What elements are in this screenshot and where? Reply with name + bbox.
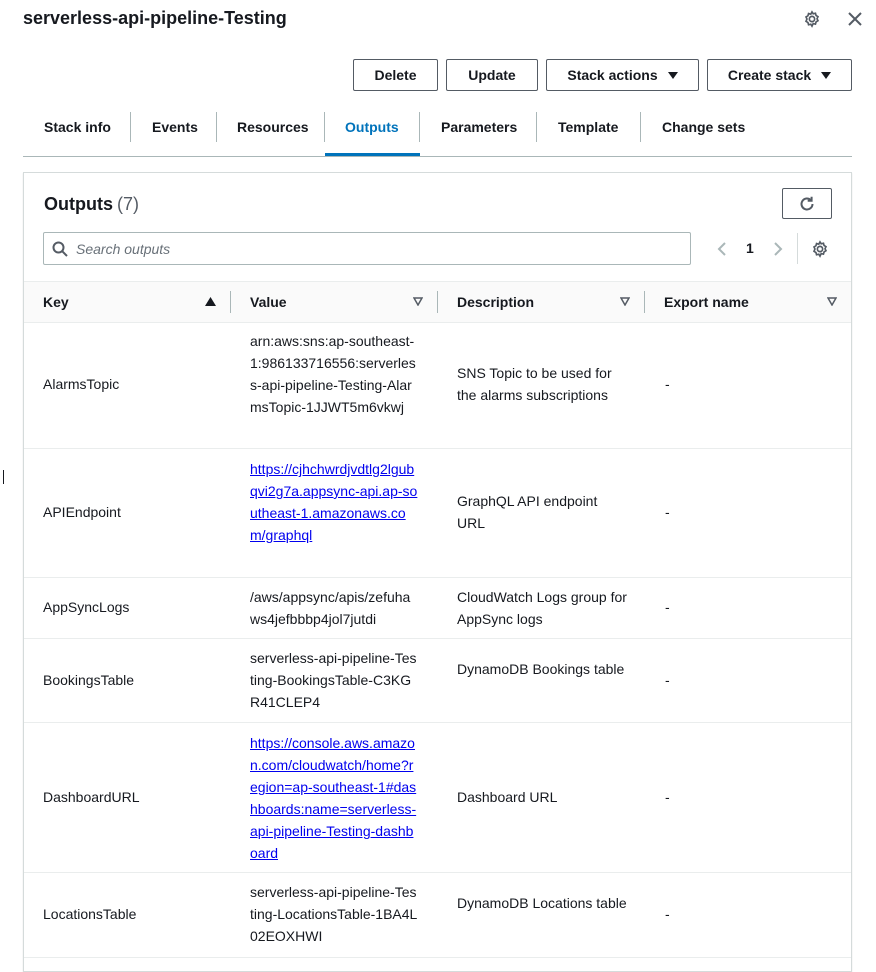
tab-divider [640, 112, 641, 142]
refresh-button[interactable] [782, 188, 832, 219]
column-divider [644, 291, 645, 313]
stack-actions-label: Stack actions [567, 67, 658, 83]
table-row [24, 639, 851, 723]
row-description: SNS Topic to be used for the alarms subscriptions [457, 365, 612, 403]
row-description: GraphQL API endpoint URL [457, 493, 598, 531]
tab-events[interactable]: Events [152, 119, 198, 135]
caret-down-icon [668, 72, 678, 79]
table-row [24, 321, 851, 449]
text-cursor [3, 470, 4, 484]
sort-ascending-icon[interactable] [205, 297, 216, 306]
row-export-name: - [665, 672, 670, 688]
close-icon[interactable] [845, 9, 865, 29]
column-header-value[interactable]: Value [250, 294, 287, 310]
sort-icon[interactable] [413, 297, 423, 306]
outputs-panel [23, 172, 852, 972]
row-key: BookingsTable [43, 672, 135, 688]
row-key: AlarmsTopic [43, 376, 120, 392]
table-row [24, 578, 851, 639]
search-input[interactable] [43, 232, 691, 265]
tab-resources[interactable]: Resources [237, 119, 309, 135]
column-header-export-name[interactable]: Export name [664, 294, 749, 310]
row-value: /aws/appsync/apis/zefuhaws4jefbbbp4jol7jutdi [250, 589, 411, 627]
pager-divider [797, 233, 798, 264]
active-tab-indicator [325, 153, 420, 156]
stack-actions-button[interactable] [546, 59, 699, 91]
gear-icon[interactable] [802, 9, 822, 29]
column-divider [230, 291, 231, 313]
table-row [24, 873, 851, 958]
tab-divider [419, 112, 420, 142]
row-export-name: - [665, 599, 670, 615]
caret-down-icon [821, 72, 831, 79]
row-value [250, 458, 418, 546]
refresh-icon [798, 195, 816, 213]
dashboard-url-link[interactable]: https://console.aws.amazon.com/cloudwatch/home?region=ap-southeast-1#dashboards:name=serverless-api-pipeline-Testing-dashboard [250, 735, 417, 861]
row-description: Dashboard URL [457, 789, 558, 805]
row-export-name: - [665, 504, 670, 520]
row-key: LocationsTable [43, 906, 137, 922]
update-button-label: Update [468, 67, 516, 83]
row-export-name: - [665, 789, 670, 805]
tab-parameters[interactable]: Parameters [441, 119, 518, 135]
row-key: APIEndpoint [43, 504, 121, 520]
row-description: CloudWatch Logs group for AppSync logs [457, 589, 627, 627]
preferences-gear-icon[interactable] [810, 239, 830, 259]
search-icon [52, 241, 68, 257]
page-title: serverless-api-pipeline-Testing [23, 8, 287, 28]
row-export-name: - [665, 376, 670, 392]
row-value: serverless-api-pipeline-Testing-LocationsTable-1BA4L02EOXHWI [250, 884, 418, 944]
tab-stack-info[interactable]: Stack info [44, 119, 111, 135]
tab-bar [23, 110, 852, 157]
chevron-left-icon [717, 241, 727, 257]
tab-divider [216, 112, 217, 142]
delete-button-label: Delete [374, 67, 417, 83]
row-key: DashboardURL [43, 789, 140, 805]
tab-divider [536, 112, 537, 142]
row-description: DynamoDB Locations table [457, 895, 627, 911]
row-key: AppSyncLogs [43, 599, 130, 615]
row-description: DynamoDB Bookings table [457, 661, 625, 677]
column-header-key[interactable]: Key [43, 294, 69, 310]
outputs-title: Outputs [44, 194, 113, 214]
outputs-count: (7) [117, 194, 139, 214]
create-stack-button[interactable] [707, 59, 852, 91]
delete-button[interactable] [353, 59, 438, 91]
update-button[interactable] [446, 59, 538, 91]
tab-divider [130, 112, 131, 142]
previous-page-button[interactable] [714, 239, 730, 259]
chevron-right-icon [773, 241, 783, 257]
table-header [24, 281, 851, 323]
row-value: serverless-api-pipeline-Testing-BookingsTable-C3KGR41CLEP4 [250, 650, 417, 710]
row-value: arn:aws:sns:ap-southeast-1:986133716556:serverless-api-pipeline-Testing-AlarmsTopic-1JJWT5m6vkwj [250, 333, 416, 415]
column-header-description[interactable]: Description [457, 294, 535, 310]
row-export-name: - [665, 906, 670, 922]
api-endpoint-link[interactable]: https://cjhchwrdjvdtlg2lgubqvi2g7a.appsync-api.ap-southeast-1.amazonaws.com/graphql [250, 461, 418, 543]
create-stack-label: Create stack [727, 67, 812, 83]
next-page-button[interactable] [770, 239, 786, 259]
column-divider [437, 291, 438, 313]
sort-icon[interactable] [827, 297, 837, 306]
row-value [250, 732, 418, 864]
tab-divider [324, 112, 325, 142]
outputs-header [44, 194, 139, 215]
tab-template[interactable]: Template [558, 119, 619, 135]
current-page-number[interactable]: 1 [746, 240, 754, 256]
table-row [24, 449, 851, 578]
sort-icon[interactable] [620, 297, 630, 306]
tab-outputs[interactable]: Outputs [345, 119, 399, 135]
tab-change-sets[interactable]: Change sets [662, 119, 746, 135]
table-row [24, 723, 851, 873]
